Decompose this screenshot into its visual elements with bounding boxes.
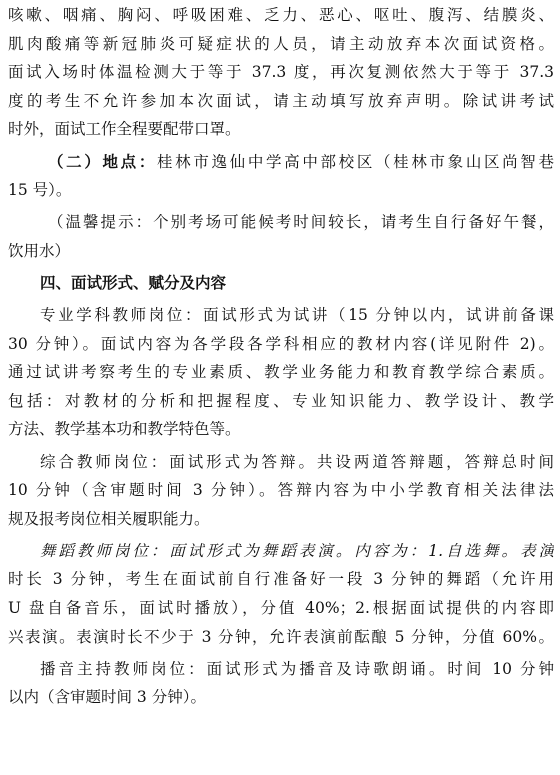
- location-text: 桂林市逸仙中学高中部校区（桂林市象山区尚智巷: [157, 152, 554, 171]
- location-line: [8, 147, 554, 177]
- text-line: 播音主持教师岗位：面试形式为播音及诗歌朗诵。时间 10 分钟: [40, 659, 554, 678]
- text-line: U 盘自备音乐，面试时播放），分值 40%；2.根据面试提供的内容即: [8, 599, 554, 617]
- text-line: 度的考生不允许参加本次面试，请主动填写放弃声明。除试讲考试: [8, 91, 554, 110]
- tip-line: 饮用水）: [8, 241, 71, 260]
- location-label: （二）地点：: [48, 152, 157, 171]
- text-line: 综合教师岗位：面试形式为答辩。共设两道答辩题，答辩总时间: [40, 452, 554, 471]
- text-line: 15 号）。: [8, 181, 72, 200]
- text-line: 兴表演。表演时长不少于 3 分钟，允许表演前酝酿 5 分钟，分值 60%。: [8, 627, 554, 646]
- text-line: 通过试讲考察考生的专业素质、教学业务能力和教育教学综合素质。: [8, 363, 554, 382]
- text-line: 专业学科教师岗位：面试形式为试讲（15 分钟以内，试讲前备课: [40, 306, 554, 324]
- text-line: 舞蹈教师岗位：面试形式为舞蹈表演。内容为：1.自选舞。表演: [40, 541, 554, 560]
- text-line: 肌肉酸痛等新冠肺炎可疑症状的人员，请主动放弃本次面试资格。: [8, 34, 554, 53]
- section-heading: 四、面试形式、赋分及内容: [40, 273, 227, 292]
- text-line: 30 分钟）。面试内容为各学段各学科相应的教材内容(详见附件 2)。: [8, 334, 554, 353]
- text-line: 规及报考岗位相关履职能力。: [8, 509, 210, 528]
- document-page: [8, 0, 554, 775]
- text-line: 时长 3 分钟，考生在面试前自行准备好一段 3 分钟的舞蹈（允许用: [8, 570, 554, 589]
- text-line: 包括：对教材的分析和把握程度、专业知识能力、教学设计、教学: [8, 391, 554, 410]
- text-line: 以内（含审题时间 3 分钟）。: [8, 688, 206, 707]
- text-line: 面试入场时体温检测大于等于 37.3 度，再次复测依然大于等于 37.3: [8, 63, 554, 82]
- text-line: 方法、教学基本功和教学特色等。: [8, 420, 241, 439]
- text-line: 10 分钟（含审题时间 3 分钟）。答辩内容为中小学教育相关法律法: [8, 481, 554, 500]
- text-line: 时外，面试工作全程要配带口罩。: [8, 120, 241, 139]
- tip-line: （温馨提示：个别考场可能候考时间较长，请考生自行备好午餐，: [48, 213, 554, 232]
- text-line: 咳嗽、咽痛、胸闷、呼吸困难、乏力、恶心、呕吐、腹泻、结膜炎、: [8, 6, 554, 24]
